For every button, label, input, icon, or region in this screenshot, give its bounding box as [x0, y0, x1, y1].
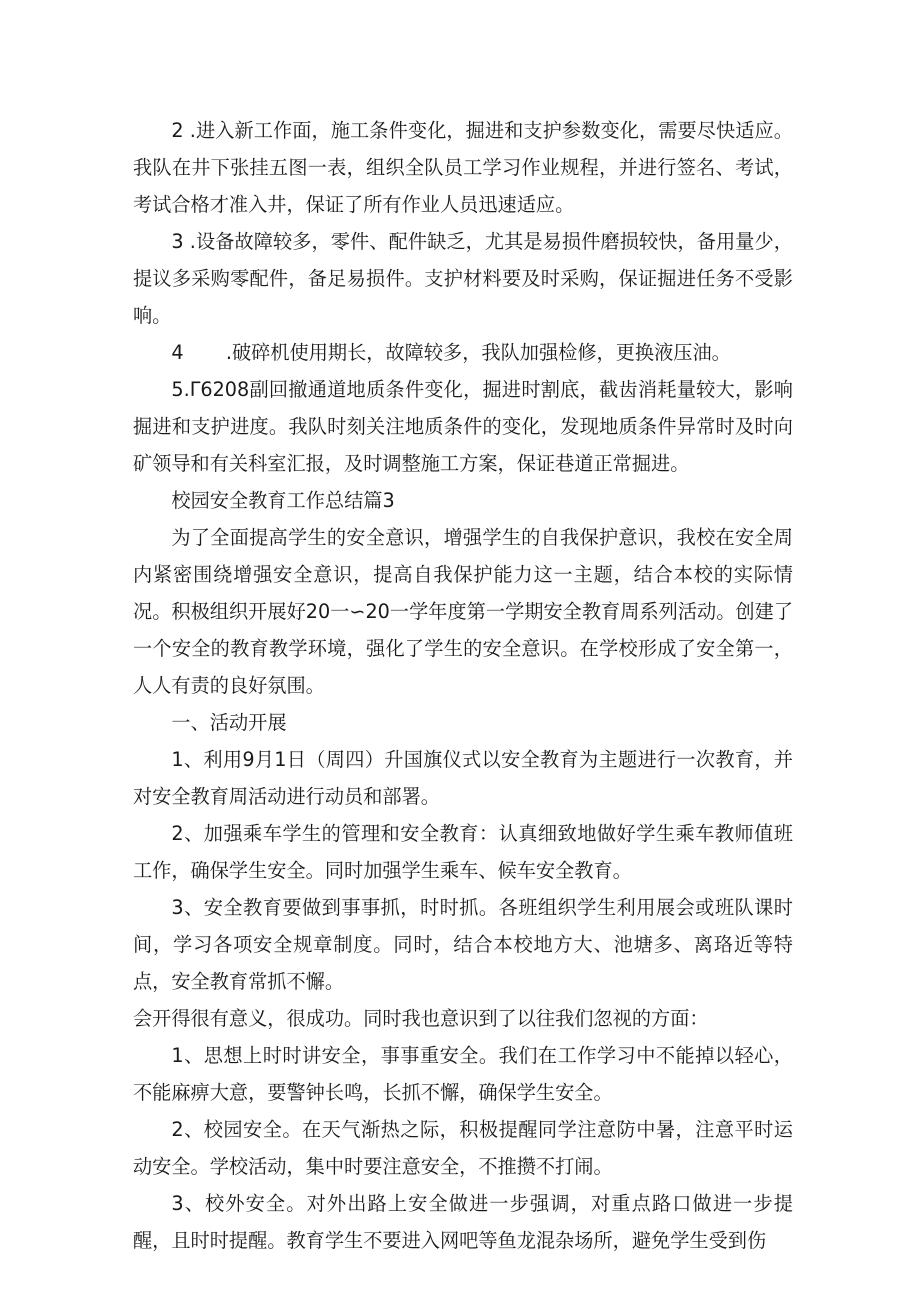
- paragraph: 2、加强乘车学生的管理和安全教育：认真细致地做好学生乘车教师值班工作，确保学生安全。同时加强学生乘车、候车安全教育。: [133, 822, 793, 882]
- paragraph: 5.Γ6208副回撤通道地质条件变化，掘进时割底，截齿消耗量较大，影响掘进和支护进度。我队时刻关注地质条件的变化，发现地质条件异常时及时向矿领导和有关科室汇报，及时调整施工方案，保证巷道正常掘进。: [133, 378, 793, 475]
- list-number: 4: [171, 341, 184, 364]
- paragraph: 1、思想上时时讲安全，事事重安全。我们在工作学习中不能掉以轻心，不能麻痹大意，要警钟长鸣，长抓不懈，确保学生安全。: [133, 1044, 793, 1104]
- paragraph: 3、安全教育要做到事事抓，时时抓。各班组织学生利用展会或班队课时间，学习各项安全规章制度。同时，结合本校地方大、池塘多、离珞近等特点，安全教育常抓不懈。: [133, 896, 793, 993]
- paragraph: 2 .进入新工作面，施工条件变化，掘进和支护参数变化，需要尽快适应。我队在井下张挂五图一表，组织全队员工学习作业规程，并进行签名、考试，考试合格才准入井，保证了所有作业人员迅速适应。: [133, 119, 793, 216]
- subsection-heading: 一、活动开展: [171, 711, 287, 734]
- paragraph-text: .破碎机使用期长，故障较多，我队加强检修，更换液压油。: [225, 341, 731, 364]
- document-body: [133, 112, 793, 1259]
- paragraph: 为了全面提高学生的安全意识，增强学生的自我保护意识，我校在安全周内紧密围绕增强安全意识，提高自我保护能力这一主题，结合本校的实际情况。积极组织开展好20一∽20一学年度第一学期安全教育周系列活动。创建了一个安全的教育教学环境，强化了学生的安全意识。在学校形成了安全第一，人人有责的良好氛围。: [133, 526, 793, 697]
- paragraph: 会开得很有意义，很成功。同时我也意识到了以往我们忽视的方面：: [133, 1007, 709, 1030]
- paragraph: 1、利用9月1日（周四）升国旗仪式以安全教育为主题进行一次教育，并对安全教育周活动进行动员和部署。: [133, 748, 793, 808]
- paragraph: 2、校园安全。在天气渐热之际，积极提醒同学注意防中暑，注意平时运动安全。学校活动，集中时要注意安全，不推攒不打闹。: [133, 1118, 793, 1178]
- paragraph: 3、校外安全。对外出路上安全做进一步强调，对重点路口做进一步提醒，且时时提醒。教育学生不要进入网吧等鱼龙混杂场所，避免学生受到伤: [133, 1192, 793, 1252]
- section-heading: 校园安全教育工作总结篇3: [171, 489, 395, 512]
- paragraph: 3 .设备故障较多，零件、配件缺乏，尤其是易损件磨损较快，备用量少，提议多采购零配件，备足易损件。支护材料要及时采购，保证掘进任务不受影响。: [133, 230, 793, 327]
- paragraph: [133, 334, 793, 371]
